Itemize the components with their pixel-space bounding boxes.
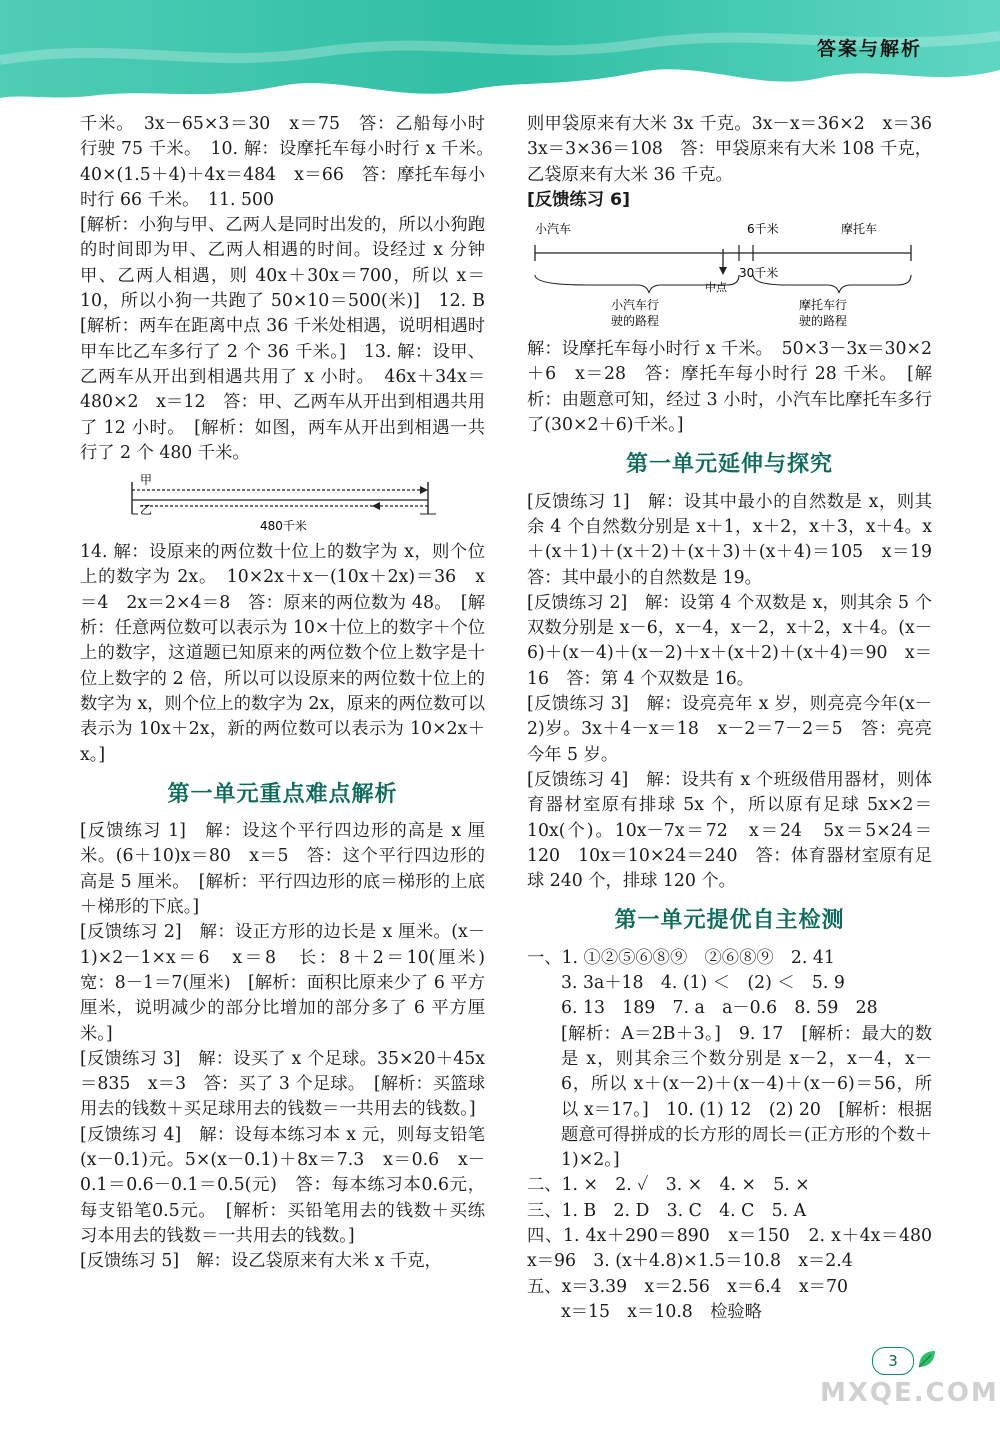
label-jia: 甲 (140, 473, 153, 488)
test-line-9: x＝15 x＝10.8 检验略 (561, 1301, 762, 1322)
feedback-5: [反馈练习 5] 解：设乙袋原来有大米 x 千克， (80, 1251, 442, 1272)
ext-feedback-1: [反馈练习 1] 解：设其中最小的自然数是 x，则其余 4 个自然数分别是 x＋1，x＋2，x＋3，x＋4。x＋(x＋1)＋(x＋2)＋(x＋3)＋(x＋4)＝105 x＝19 答：其中最小的自然数是 19。 (527, 491, 950, 588)
ext-feedback-3: [反馈练习 3] 解：设亮亮年 x 岁，则亮亮今年(x－2)岁。3x＋4－x＝18 x－2＝7－2＝5 答：亮亮今年 5 岁。 (527, 694, 932, 765)
test-line-5: 二、1. × 2. ✓ 3. × 4. × 5. × (527, 1175, 810, 1196)
label-car-path-1: 小汽车行 (611, 298, 660, 313)
feedback-6-text: 解：设摩托车每小时行 x 千米。 50×3－3x＝30×2＋6 x＝28 答：摩托车每小时行 28 千米。 [解析：由题意可知，经过 3 小时，小汽车比摩托车多行了(30×2＋6)千米。] (527, 339, 932, 436)
test-line-7: 四、1. 4x＋290＝890 x＝150 2. x＋4x＝480 x＝96 3. (x＋4.8)×1.5＝10.8 x＝2.4 (527, 1225, 950, 1272)
label-30km: 30千米 (739, 266, 779, 281)
leaf-icon (916, 1348, 938, 1370)
label-yi: 乙 (140, 503, 153, 518)
left-column (80, 112, 503, 1274)
feedback-3: [反馈练习 3] 解：设买了 x 个足球。35×20＋45x＝835 x＝3 答：买了 3 个足球。 [解析：买篮球用去的钱数＋买足球用去的钱数＝一共用去的钱数。] (80, 1048, 485, 1120)
left-paragraph-2: [解析：小狗与甲、乙两人是同时出发的，所以小狗跑的时间即为甲、乙两人相遇的时间。设经过 x 分钟甲、乙两人相遇，则 40x＋30x＝700，所以 x＝10，所以小狗一共跑了 50×10＝500(米)] 12. B [解析：两车在距离中点 36 千米处相遇，说明相遇时甲车比乙车多行了 2 个 36 千米。] 13. 解：设甲、乙两车从开出到相遇共用了 x 小时。 46x＋34x＝480×2 x＝12 答：甲、乙两车从开出到相遇共用了 12 小时。 [解析：如图，两车从开出到相遇一共行了 2 个 480 千米。 (80, 215, 503, 463)
feedback-6-label: [反馈练习 6] (527, 189, 630, 210)
feedback-2: [反馈练习 2] 解：设正方形的边长是 x 厘米。(x－1)×2－1×x＝6 x＝8 长：8＋2＝10(厘米) 宽：8－1＝7(厘米) [解析：面积比原来少了 6 平方厘米，说明减少的部分比增加的部分多了 6 平方厘米。] (80, 922, 503, 1044)
test-line-1: 一、1. ①②⑤⑥⑧⑨ ②⑥⑧⑨ 2. 41 (527, 947, 835, 968)
feedback-4: [反馈练习 4] 解：设每本练习本 x 元，则每支铅笔(x－0.1)元。5×(x－0.1)＋8x＝7.3 x＝0.6 x－0.1＝0.6－0.1＝0.5(元) 答：每本练习本0.6元，每支铅笔0.5元。 [解析：买铅笔用去的钱数＋买练习本用去的钱数＝一共用去的钱数。] (80, 1124, 485, 1246)
section-title-1: 第一单元重点难点解析 (167, 781, 398, 807)
right-column (527, 112, 950, 1325)
car-moto-diagram (527, 219, 932, 331)
ext-feedback-2: [反馈练习 2] 解：设第 4 个双数是 x，则其余 5 个双数分别是 x－6，x－4，x－2，x＋2，x＋4。(x－6)＋(x－4)＋(x－2)＋x＋(x＋2)＋(x＋4)＝90 x＝16 答：第 4 个双数是 16。 (527, 592, 932, 689)
section-title-3: 第一单元提优自主检测 (614, 908, 845, 934)
label-car-path-2: 驶的路程 (611, 314, 660, 329)
test-line-4: [解析：A＝2B＋3。] 9. 17 [解析：最大的数是 x，则其余三个数分别是 x－2，x－4，x－6，所以 x＋(x－2)＋(x－4)＋(x－6)＝56，所以 x＝17。] 10. (1) 12 (2) 20 [解析：根据题意可得拼成的长方形的周长＝(正方形的个数＋1)×2。] (561, 1023, 932, 1171)
label-480: 480千米 (260, 519, 307, 534)
label-moto-path-2: 驶的路程 (799, 314, 848, 329)
label-6km: 6千米 (747, 222, 779, 237)
page-number: 3 (872, 1347, 914, 1375)
watermark: MXQE.COM (820, 1378, 999, 1408)
label-car: 小汽车 (535, 222, 572, 237)
right-paragraph-top: 则甲袋原来有大米 3x 千克。3x－x＝36×2 x＝36 3x＝3×36＝108 答：甲袋原来有大米 108 千克，乙袋原来有大米 36 千克。 (527, 114, 950, 185)
label-mid: 中点 (705, 281, 727, 295)
test-line-3: 6. 13 189 7. a a－0.6 8. 59 28 (561, 998, 878, 1019)
label-moto-path-1: 摩托车行 (799, 298, 848, 313)
header-band (0, 0, 1000, 110)
label-moto: 摩托车 (841, 222, 878, 237)
left-paragraph-1: 千米。 3x－65×3＝30 x＝75 答：乙船每小时行驶 75 千米。 10. 解：设摩托车每小时行 x 千米。 40×(1.5＋4)＋4x＝484 x＝66 答：摩托车每小时行 66 千米。 11. 500 (80, 114, 503, 210)
header-title: 答案与解析 (816, 38, 922, 60)
feedback-1: [反馈练习 1] 解：设这个平行四边形的高是 x 厘米。(6＋10)x＝80 x＝5 答：这个平行四边形的高是 5 厘米。 [解析：平行四边形的底＝梯形的上底＋梯形的下底。] (80, 821, 485, 918)
section-title-2: 第一单元延伸与探究 (625, 452, 833, 478)
test-line-6: 三、1. B 2. D 3. C 4. C 5. A (527, 1200, 807, 1221)
distance-diagram (80, 472, 485, 534)
test-line-8: 五、x＝3.39 x＝2.56 x＝6.4 x＝70 (527, 1276, 848, 1297)
test-line-2: 3. 3a＋18 4. (1) ＜ (2) ＜ 5. 9 (561, 973, 845, 994)
left-paragraph-14: 14. 解：设原来的两位数十位上的数字为 x，则个位上的数字为 2x。 10×2x＋x－(10x＋2x)＝36 x＝4 2x＝2×4＝8 答：原来的两位数为 48。 [解析：任意两位数可以表示为 10×十位上的数字＋个位上的数字，这道题已知原来的两位数个位上数字是十位上数字的 2 倍，所以可以设原来的两位数十位上的数字为 x，则个位上的数字为 2x，原来的两位数可以表示为 10x＋2x，新的两位数可以表示为 10×2x＋x。] (80, 542, 485, 765)
ext-feedback-4: [反馈练习 4] 解：设共有 x 个班级借用器材，则体育器材室原有排球 5x 个，所以原有足球 5x×2＝10x(个)。10x－7x＝72 x＝24 5x＝5×24＝120 10x＝10×24＝240 答：体育器材室原有足球 240 个，排球 120 个。 (527, 769, 932, 892)
